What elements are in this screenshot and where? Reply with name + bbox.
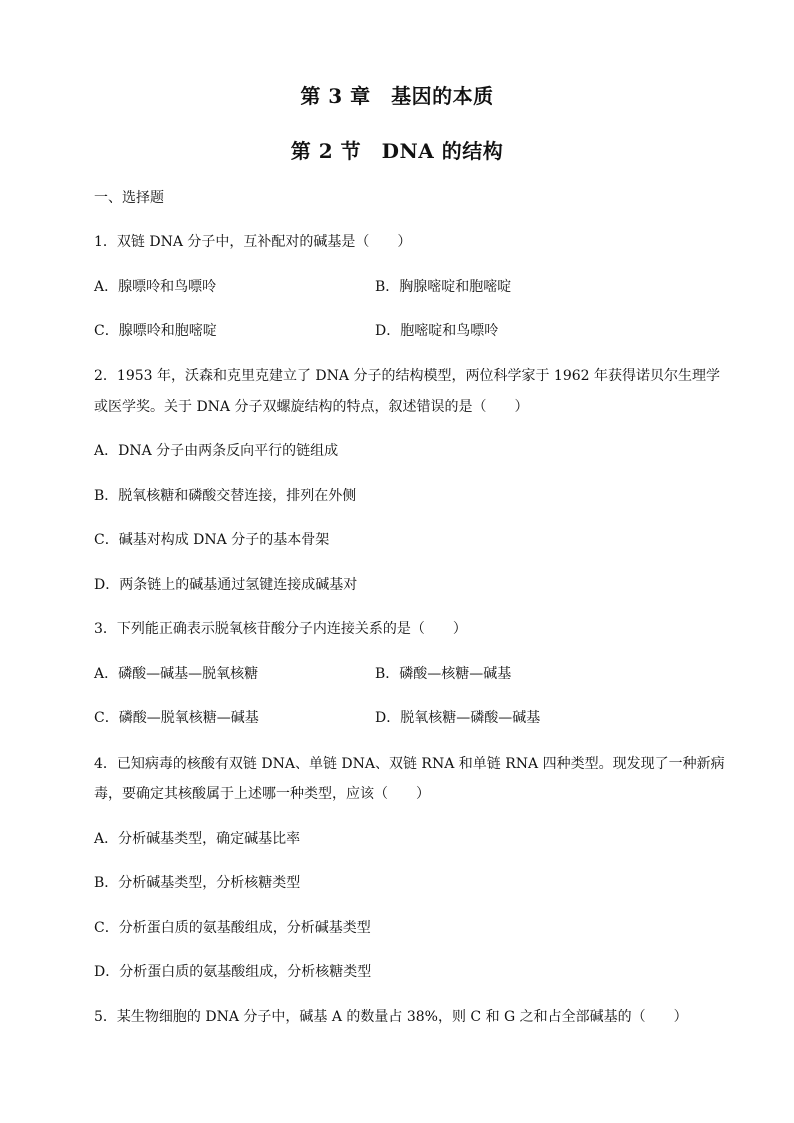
question-3-option-d: D．脱氧核糖—磷酸—碱基 (375, 710, 541, 726)
question-2-option-c: C．碱基对构成 DNA 分子的基本骨架 (94, 532, 330, 548)
question-4-stem-line-2: 毒，要确定其核酸属于上述哪一种类型，应该（ ） (94, 786, 430, 802)
question-3-option-a: A．磷酸—碱基—脱氧核糖 (94, 666, 259, 682)
question-2-option-a: A．DNA 分子由两条反向平行的链组成 (94, 443, 339, 459)
chapter-title: 第 3 章 基因的本质 (300, 84, 494, 108)
question-4-option-c: C．分析蛋白质的氨基酸组成，分析碱基类型 (94, 920, 371, 936)
section-title: 第 2 节 DNA 的结构 (290, 139, 504, 163)
question-2-stem-line-1: 2．1953 年，沃森和克里克建立了 DNA 分子的结构模型，两位科学家于 1962 年获得诺贝尔生理学 (94, 368, 720, 384)
question-2-stem-line-2: 或医学奖。关于 DNA 分子双螺旋结构的特点，叙述错误的是（ ） (94, 399, 529, 415)
question-1-stem: 1．双链 DNA 分子中，互补配对的碱基是（ ） (94, 234, 412, 250)
question-1-option-d: D．胞嘧啶和鸟嘌呤 (375, 323, 499, 339)
question-4-option-d: D．分析蛋白质的氨基酸组成，分析核糖类型 (94, 964, 372, 980)
question-1-option-b: B．胸腺嘧啶和胞嘧啶 (375, 279, 512, 295)
question-1-option-a: A．腺嘌呤和鸟嘌呤 (94, 279, 217, 295)
question-3-option-c: C．磷酸—脱氧核糖—碱基 (94, 710, 259, 726)
section-heading: 一、选择题 (94, 190, 164, 206)
question-4-option-a: A．分析碱基类型，确定碱基比率 (94, 831, 301, 847)
question-1-option-c: C．腺嘌呤和胞嘧啶 (94, 323, 217, 339)
question-4-stem-line-1: 4．已知病毒的核酸有双链 DNA、单链 DNA、双链 RNA 和单链 RNA 四种类型。现发现了一种新病 (94, 756, 725, 772)
question-2-option-b: B．脱氧核糖和磷酸交替连接，排列在外侧 (94, 488, 357, 504)
question-3-option-b: B．磷酸—核糖—碱基 (375, 666, 512, 682)
question-2-option-d: D．两条链上的碱基通过氢键连接成碱基对 (94, 577, 358, 593)
question-5-stem: 5．某生物细胞的 DNA 分子中，碱基 A 的数量占 38%，则 C 和 G 之和占全部碱基的（ ） (94, 1009, 688, 1025)
question-3-stem: 3．下列能正确表示脱氧核苷酸分子内连接关系的是（ ） (94, 621, 467, 637)
question-4-option-b: B．分析碱基类型，分析核糖类型 (94, 875, 301, 891)
